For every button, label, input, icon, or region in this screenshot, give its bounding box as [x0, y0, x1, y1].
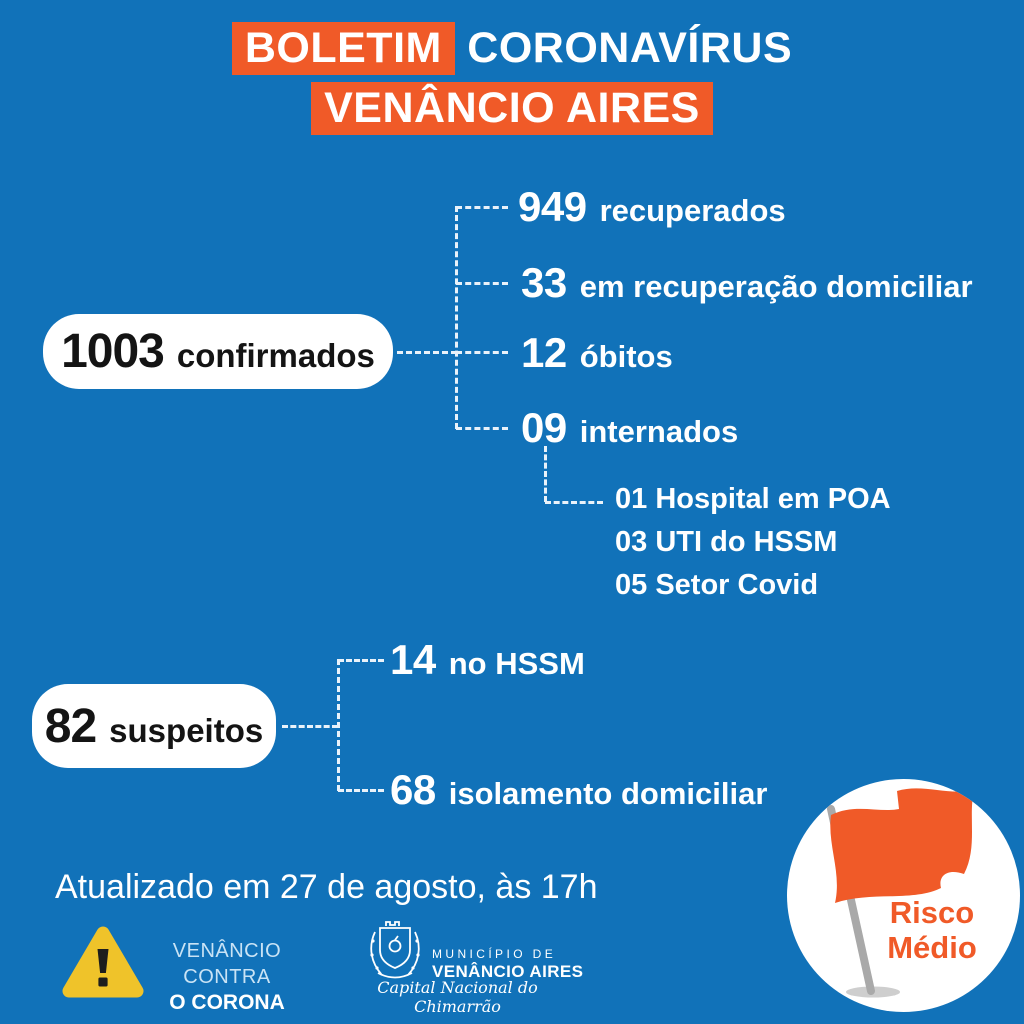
municipality-tagline: Capital Nacional do Chimarrão — [377, 978, 538, 1016]
campaign-slogan — [146, 938, 308, 1016]
risk-level-text — [865, 895, 999, 965]
node-no-hssm — [390, 636, 585, 684]
recuperados-count: 949 — [518, 183, 587, 230]
connector-confirmed-main — [397, 351, 457, 354]
warning-triangle-icon — [62, 924, 144, 1004]
confirmed-pill — [43, 314, 393, 389]
recuperacao-label: em recuperação domiciliar — [579, 269, 973, 304]
obitos-count: 12 — [521, 329, 567, 376]
subnode-uti-hssm — [615, 526, 837, 559]
no-hssm-label: no HSSM — [448, 646, 585, 681]
risk-line2: Médio — [887, 930, 977, 965]
no-hssm-count: 14 — [390, 636, 436, 683]
title-coronavirus: CORONAVÍRUS — [467, 24, 793, 72]
node-obitos — [521, 329, 673, 377]
node-internados — [521, 404, 738, 452]
suspected-pill — [32, 684, 276, 768]
connector-internados-vertical — [544, 446, 547, 502]
risk-badge — [787, 779, 1020, 1012]
internados-count: 09 — [521, 404, 567, 451]
connector-branch-isolamento — [338, 789, 384, 792]
connector-branch-recuperacao — [456, 282, 508, 285]
confirmed-label: confirmados — [176, 337, 375, 374]
connector-branch-obitos — [456, 351, 508, 354]
setor-covid-count: 05 — [615, 569, 648, 601]
isolamento-label: isolamento domiciliar — [448, 776, 768, 811]
connector-confirmed-vertical — [455, 206, 458, 429]
municipality-name-block — [432, 946, 583, 982]
obitos-label: óbitos — [579, 339, 673, 374]
title-line-2 — [0, 82, 1024, 135]
page-title — [0, 22, 1024, 142]
connector-suspected-vertical — [337, 659, 340, 791]
campaign-line1: VENÂNCIO CONTRA — [172, 940, 282, 988]
title-line-1 — [0, 22, 1024, 75]
recuperacao-count: 33 — [521, 259, 567, 306]
title-highlight-city: VENÂNCIO AIRES — [311, 82, 713, 135]
updated-timestamp: Atualizado em 27 de agosto, às 17h — [55, 868, 598, 906]
hospital-poa-label: Hospital em POA — [655, 483, 891, 515]
hospital-poa-count: 01 — [615, 483, 648, 515]
suspected-label: suspeitos — [109, 711, 264, 749]
node-recuperacao-domiciliar — [521, 259, 973, 307]
connector-branch-hssm — [338, 659, 384, 662]
municipality-crest-icon — [366, 919, 424, 983]
suspected-count: 82 — [44, 699, 97, 753]
connector-branch-recuperados — [456, 206, 508, 209]
internados-label: internados — [579, 414, 739, 449]
recuperados-label: recuperados — [599, 193, 786, 228]
node-recuperados — [518, 183, 786, 231]
connector-internados-branch — [545, 501, 603, 504]
title-highlight-boletim: BOLETIM — [232, 22, 455, 75]
municipality-label: MUNICÍPIO DE — [432, 947, 557, 961]
subnode-hospital-poa — [615, 483, 891, 516]
isolamento-count: 68 — [390, 766, 436, 813]
node-isolamento — [390, 766, 767, 814]
confirmed-count: 1003 — [61, 325, 164, 378]
connector-suspected-main — [282, 725, 338, 728]
campaign-line2: O CORONA — [169, 991, 285, 1014]
setor-covid-label: Setor Covid — [655, 569, 819, 601]
uti-hssm-count: 03 — [615, 526, 648, 558]
uti-hssm-label: UTI do HSSM — [655, 526, 838, 558]
connector-branch-internados — [456, 427, 508, 430]
municipality-name: VENÂNCIO AIRES — [432, 962, 584, 981]
risk-line1: Risco — [889, 895, 975, 930]
subnode-setor-covid — [615, 569, 818, 602]
